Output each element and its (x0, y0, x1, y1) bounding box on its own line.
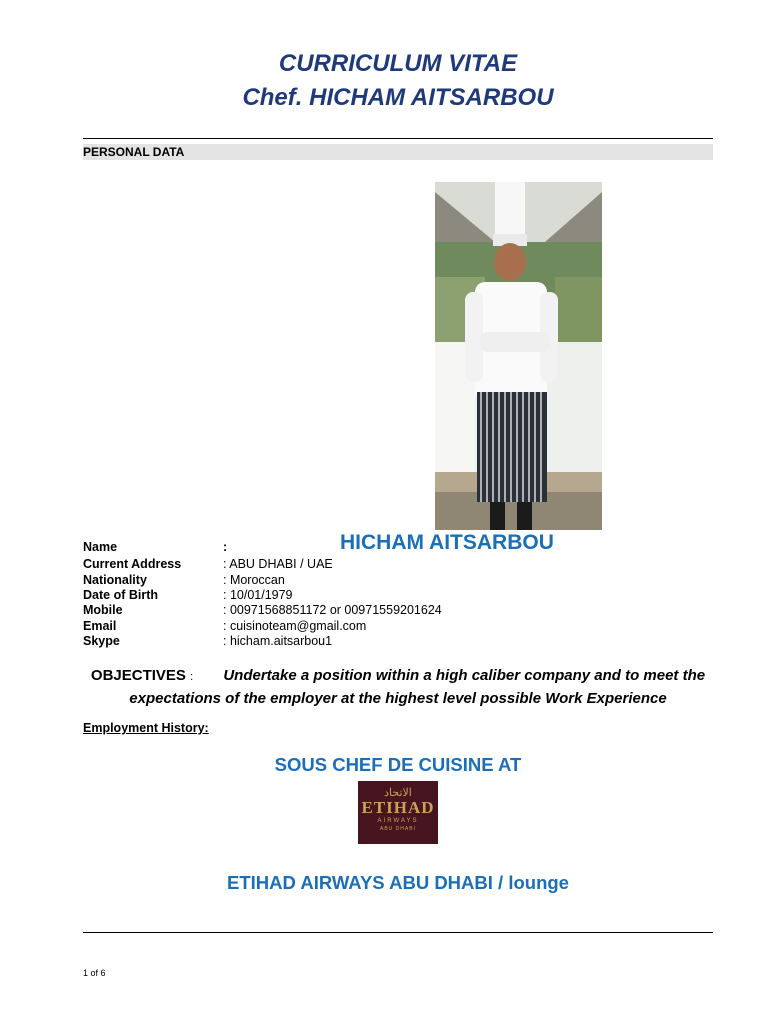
cv-title: CURRICULUM VITAE (278, 50, 518, 77)
logo-city: ABU DHABI (380, 826, 416, 832)
email-label: Email (83, 619, 117, 633)
footer-divider (83, 932, 713, 933)
mobile-value: : 00971568851172 or 00971559201624 (223, 603, 442, 617)
dob-label: Date of Birth (83, 588, 158, 602)
header-divider (83, 138, 713, 139)
chef-photo (435, 182, 602, 530)
name-value: HICHAM AITSARBOU (340, 531, 554, 554)
address-value: : ABU DHABI / UAE (223, 557, 333, 571)
email-value[interactable]: : cuisinoteam@gmail.com (223, 619, 367, 633)
skype-label: Skype (83, 634, 120, 648)
logo-arabic: الاتحاد (384, 787, 412, 799)
nationality-value: : Moroccan (223, 573, 285, 587)
objectives-text: Undertake a position within a high caliber company and to meet the expectations of the employer at the highest level possible Work Experience (129, 667, 706, 707)
mobile-label: Mobile (83, 603, 123, 617)
cv-subtitle: Chef. HICHAM AITSARBOU (242, 84, 554, 111)
employment-history-heading: Employment History: (83, 721, 209, 735)
name-label: Name (83, 540, 118, 554)
page-number: 1 of 6 (83, 968, 106, 978)
dob-value: : 10/01/1979 (223, 588, 293, 602)
name-colon: : (223, 540, 228, 554)
company-name: ETIHAD AIRWAYS ABU DHABI / lounge (227, 872, 569, 893)
nationality-label: Nationality (83, 573, 147, 587)
address-label: Current Address (83, 557, 182, 571)
position-title: SOUS CHEF DE CUISINE AT (274, 754, 522, 775)
personal-data-heading: PERSONAL DATA (83, 144, 713, 160)
etihad-logo (358, 781, 438, 844)
logo-sub: AIRWAYS (377, 818, 419, 824)
objectives-colon: : (190, 671, 194, 683)
skype-value: : hicham.aitsarbou1 (223, 634, 333, 648)
objectives-label: OBJECTIVES (90, 667, 186, 684)
objectives-paragraph (83, 665, 713, 709)
logo-brand: ETIHAD (361, 798, 435, 817)
